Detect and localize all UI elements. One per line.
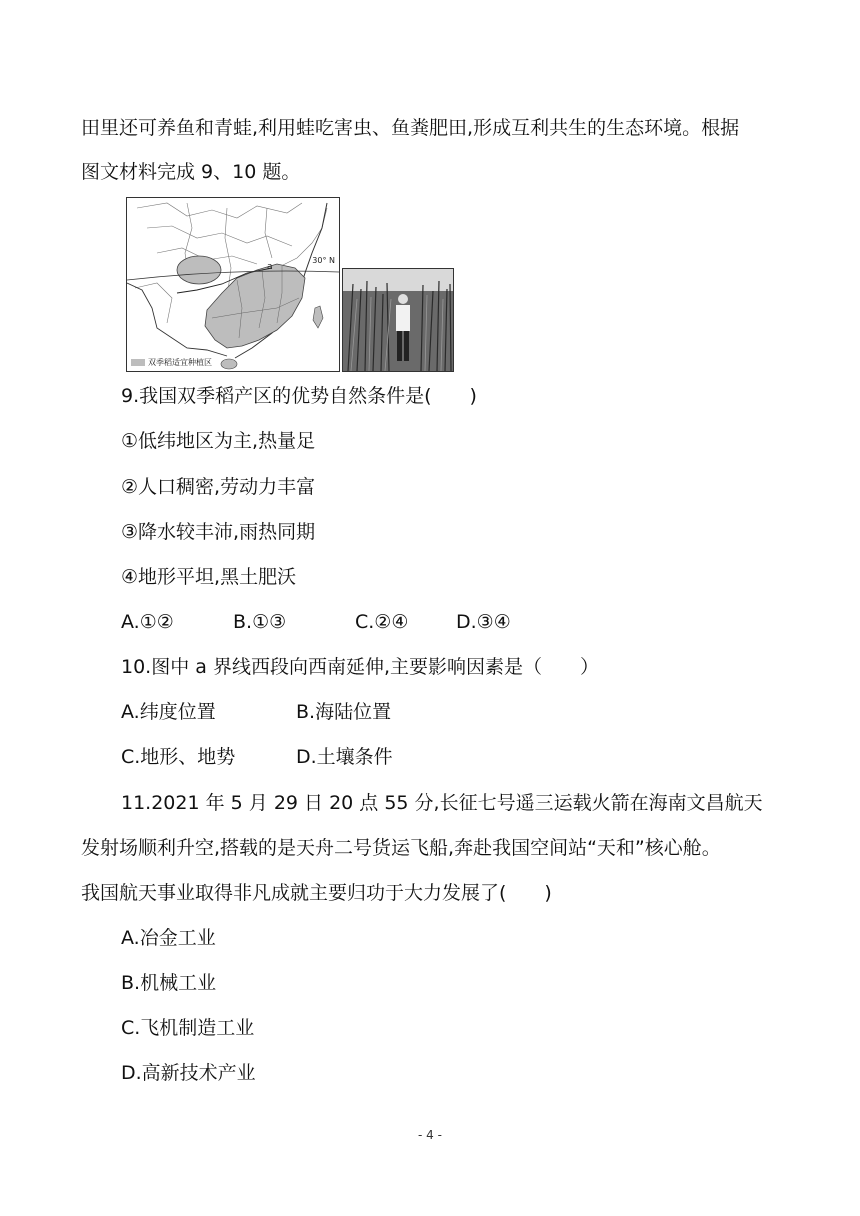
- q9-statement-4: ④地形平坦,黑土肥沃: [121, 566, 297, 588]
- taiwan-island: [313, 306, 323, 328]
- legend-swatch: [131, 359, 145, 366]
- page-number: - 4 -: [418, 1128, 442, 1142]
- q11-option-b[interactable]: B.机械工业: [121, 972, 217, 994]
- hainan-island: [221, 359, 237, 369]
- intro-line-2: 图文材料完成 9、10 题。: [81, 161, 301, 183]
- q9-option-b[interactable]: B.①③: [233, 611, 287, 633]
- boundary-a-label: a: [267, 262, 273, 272]
- latitude-label: 30° N: [312, 256, 335, 265]
- q11-option-d[interactable]: D.高新技术产业: [121, 1062, 256, 1084]
- map-drawing: [127, 198, 339, 371]
- double-rice-region: [205, 264, 305, 348]
- q9-stem: 9.我国双季稻产区的优势自然条件是( ): [121, 385, 477, 407]
- q9-option-c[interactable]: C.②④: [355, 611, 409, 633]
- q9-statement-2: ②人口稠密,劳动力丰富: [121, 476, 316, 498]
- q9-statement-3: ③降水较丰沛,雨热同期: [121, 521, 316, 543]
- photo-drawing: [343, 269, 453, 371]
- q10-option-b[interactable]: B.海陆位置: [296, 701, 392, 723]
- q11-line-1: 11.2021 年 5 月 29 日 20 点 55 分,长征七号遥三运载火箭在海南文昌航天: [121, 792, 763, 814]
- q11-line-2: 发射场顺利升空,搭载的是天舟二号货运飞船,奔赴我国空间站“天和”核心舱。: [81, 837, 721, 859]
- q9-option-d[interactable]: D.③④: [456, 611, 511, 633]
- rice-field-photo: [342, 268, 454, 372]
- q10-option-d[interactable]: D.土壤条件: [296, 746, 393, 768]
- q11-option-c[interactable]: C.飞机制造工业: [121, 1017, 255, 1039]
- q10-option-c[interactable]: C.地形、地势: [121, 746, 236, 768]
- intro-line-1: 田里还可养鱼和青蛙,利用蛙吃害虫、鱼粪肥田,形成互利共生的生态环境。根据: [81, 117, 740, 139]
- q10-option-a[interactable]: A.纬度位置: [121, 701, 216, 723]
- basin-region: [177, 256, 221, 284]
- q9-option-a[interactable]: A.①②: [121, 611, 174, 633]
- rice-region-map: [126, 197, 340, 372]
- map-legend: [129, 356, 214, 369]
- latitude-line: [127, 271, 339, 280]
- q11-line-3: 我国航天事业取得非凡成就主要归功于大力发展了( ): [81, 882, 552, 904]
- legend-label: 双季稻适宜种植区: [148, 358, 212, 367]
- q10-stem: 10.图中 a 界线西段向西南延伸,主要影响因素是（ ）: [121, 656, 599, 678]
- q11-option-a[interactable]: A.冶金工业: [121, 927, 216, 949]
- q9-statement-1: ①低纬地区为主,热量足: [121, 430, 316, 452]
